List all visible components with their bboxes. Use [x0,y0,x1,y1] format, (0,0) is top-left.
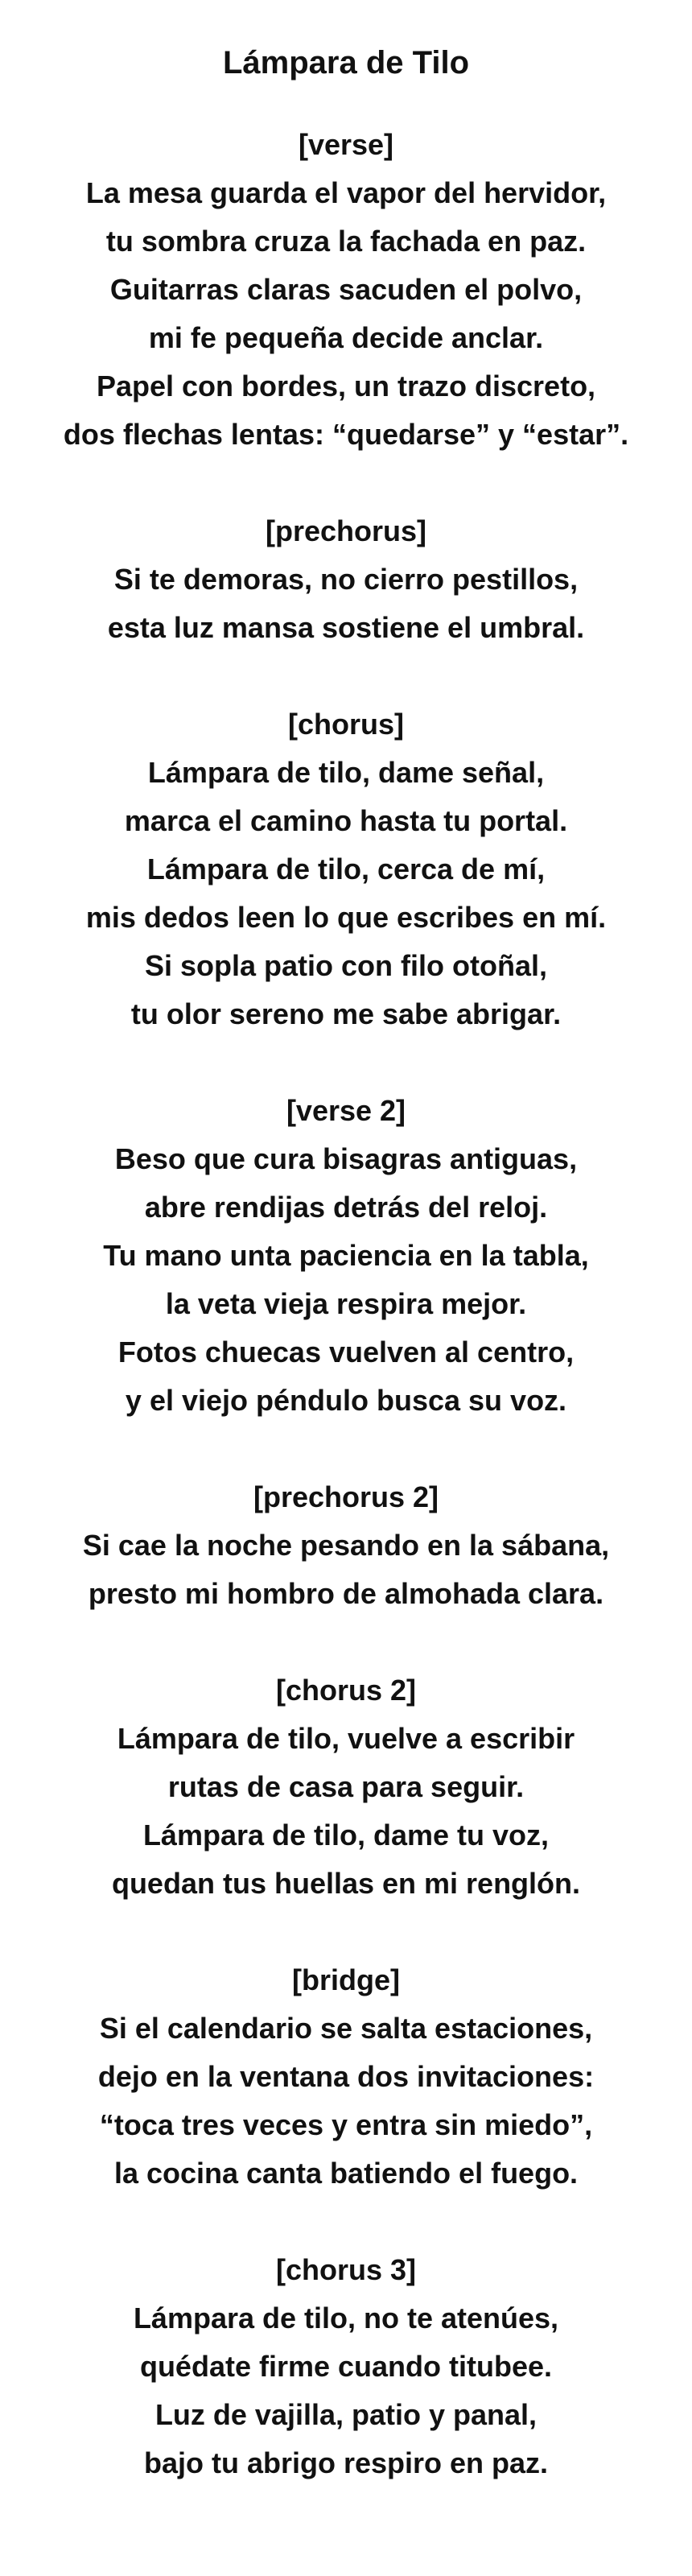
lyric-line: Lámpara de tilo, dame señal, [147,756,545,789]
section-tag: [chorus] [288,708,404,741]
lyric-line: la veta vieja respira mejor. [165,1287,527,1320]
lyric-line: mi fe pequeña decide anclar. [148,321,544,354]
section-chorus-3 [0,2246,692,2487]
section-tag: [bridge] [292,1963,400,1996]
section-tag: [chorus 3] [275,2253,417,2286]
lyric-line: La mesa guarda el vapor del hervidor, [85,176,607,209]
section-verse [0,121,692,459]
lyric-line: bajo tu abrigo respiro en paz. [143,2446,549,2479]
section-verse-2 [0,1087,692,1425]
lyric-line: presto mi hombro de almohada clara. [88,1577,604,1610]
lyric-line: Si sopla patio con filo otoñal, [144,949,547,982]
section-tag: [chorus 2] [275,1674,417,1707]
section-prechorus-2 [0,1473,692,1618]
lyric-line: la cocina canta batiendo el fuego. [113,2157,579,2190]
lyric-line: Lámpara de tilo, cerca de mí, [146,852,546,886]
section-prechorus [0,507,692,652]
lyric-line: Luz de vajilla, patio y panal, [154,2398,538,2431]
lyric-line: quedan tus huellas en mi renglón. [111,1867,581,1900]
lyric-line: Guitarras claras sacuden el polvo, [109,273,583,306]
lyric-line: “toca tres veces y entra sin miedo”, [99,2108,593,2141]
section-bridge [0,1956,692,2198]
lyric-line: Si te demoras, no cierro pestillos, [113,563,579,596]
lyric-line: Si cae la noche pesando en la sábana, [82,1529,610,1562]
section-chorus-2 [0,1666,692,1908]
section-tag: [verse 2] [286,1094,406,1127]
lyric-line: y el viejo péndulo busca su voz. [125,1384,567,1417]
lyric-line: Lámpara de tilo, no te atenúes, [133,2301,559,2334]
lyric-line: Papel con bordes, un trazo discreto, [96,369,596,402]
lyric-line: marca el camino hasta tu portal. [124,804,568,837]
lyric-line: Si el calendario se salta estaciones, [99,2012,593,2045]
section-chorus [0,700,692,1038]
section-tag: [verse] [298,128,394,161]
lyric-line: Fotos chuecas vuelven al centro, [117,1335,575,1368]
lyric-line: mis dedos leen lo que escribes en mí. [85,901,607,934]
lyric-line: tu sombra cruza la fachada en paz. [105,225,587,258]
lyric-line: Tu mano unta paciencia en la tabla, [103,1239,589,1272]
lyric-line: tu olor sereno me sabe abrigar. [130,997,562,1030]
lyric-line: abre rendijas detrás del reloj. [144,1191,548,1224]
lyric-line: esta luz mansa sostiene el umbral. [107,611,585,644]
lyric-line: Beso que cura bisagras antiguas, [114,1142,578,1175]
song-title: Lámpara de Tilo [222,45,469,80]
section-tag: [prechorus] [265,514,427,547]
lyric-line: dejo en la ventana dos invitaciones: [97,2060,595,2093]
lyric-line: Lámpara de tilo, vuelve a escribir [117,1722,575,1755]
lyric-line: rutas de casa para seguir. [167,1770,525,1803]
lyric-line: quédate firme cuando titubee. [139,2350,553,2383]
lyric-line: Lámpara de tilo, dame tu voz, [142,1818,550,1852]
lyric-line: dos flechas lentas: “quedarse” y “estar”. [63,418,629,451]
section-tag: [prechorus 2] [253,1480,439,1513]
